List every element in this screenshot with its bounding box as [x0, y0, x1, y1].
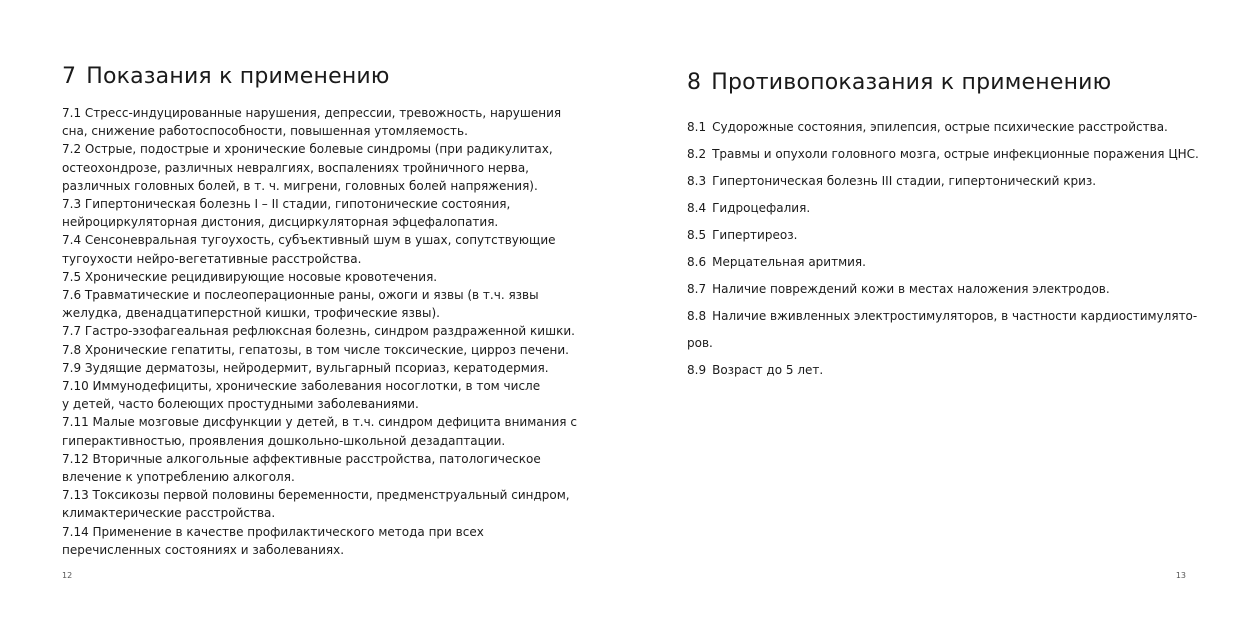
item-text: Гипертиреоз.	[712, 228, 798, 242]
section-number: 8	[687, 70, 702, 95]
contraindications-list	[687, 114, 1217, 384]
indication-item: 7.5 Хронические рецидивирующие носовые кровотечения.	[62, 269, 438, 284]
indication-item: 7.7 Гастро-эзофагеальная рефлюксная болезнь, синдром раздраженной кишки.	[62, 324, 575, 339]
contraindication-item	[687, 114, 1217, 141]
item-text: Наличие вживленных электростимуляторов, в частности кардиостимулято- ров.	[687, 309, 1198, 350]
contraindication-item	[687, 222, 1217, 249]
item-text: Гипертоническая болезнь III стадии, гипертонический криз.	[712, 174, 1097, 188]
contraindication-item	[687, 249, 1217, 276]
item-number: 8.1	[687, 120, 707, 134]
indication-item: 7.8 Хронические гепатиты, гепатозы, в том числе токсические, цирроз печени.	[62, 342, 569, 357]
indication-item: 7.3 Гипертоническая болезнь I – II стадии, гипотонические состояния, нейроциркуляторная дистония, дисциркуляторная эфцефалопатия.	[62, 197, 511, 230]
item-number: 8.6	[687, 255, 707, 269]
indications-list	[62, 104, 582, 559]
section-8-heading	[687, 70, 1111, 95]
indication-item: 7.9 Зудящие дерматозы, нейродермит, вульгарный псориаз, кератодермия.	[62, 360, 549, 375]
item-number: 8.3	[687, 174, 707, 188]
contraindication-item	[687, 276, 1217, 303]
page-number: 12	[62, 571, 73, 580]
indication-item: 7.4 Сенсоневральная тугоухость, субъективный шум в ушах, сопутствующие тугоухости нейро-вегетативные расстройства.	[62, 233, 556, 266]
right-page	[624, 0, 1248, 624]
page-number: 13	[1175, 571, 1186, 580]
item-number: 8.2	[687, 147, 707, 161]
section-number: 7	[62, 64, 77, 89]
item-number: 8.8	[687, 309, 707, 323]
item-number: 8.9	[687, 363, 707, 377]
contraindication-item	[687, 357, 1217, 384]
contraindication-item	[687, 168, 1217, 195]
indication-item: 7.6 Травматические и послеоперационные раны, ожоги и язвы (в т.ч. язвы желудка, двенадцатиперстной кишки, трофические язвы).	[62, 288, 539, 321]
indication-item: 7.14 Применение в качестве профилактического метода при всех перечисленных состояниях и заболеваниях.	[62, 524, 484, 557]
section-title: Противопоказания к применению	[711, 70, 1112, 95]
indication-item: 7.10 Иммунодефициты, хронические заболевания носоглотки, в том числе у детей, часто болеющих простудными заболеваниями.	[62, 379, 541, 412]
indication-item: 7.2 Острые, подострые и хронические болевые синдромы (при радикулитах, остеохондрозе, различных невралгиях, воспалениях тройничного нерва, различных головных болей, в т. ч. мигрени, головных болей напряжения).	[62, 142, 553, 193]
item-text: Возраст до 5 лет.	[712, 363, 824, 377]
indication-item: 7.1 Стресс-индуцированные нарушения, депрессии, тревожность, нарушения сна, снижение работоспособности, повышенная утомляемость.	[62, 106, 562, 139]
item-text: Травмы и опухоли головного мозга, острые инфекционные поражения ЦНС.	[712, 147, 1199, 161]
item-number: 8.5	[687, 228, 707, 242]
indication-item: 7.11 Малые мозговые дисфункции у детей, в т.ч. синдром дефицита внимания с гиперактивностью, проявления дошкольно-школьной дезадаптации.	[62, 415, 577, 448]
item-text: Гидроцефалия.	[712, 201, 811, 215]
section-7-heading	[62, 64, 390, 89]
item-number: 8.4	[687, 201, 707, 215]
indication-item: 7.13 Токсикозы первой половины беременности, предменструальный синдром, климактерические расстройства.	[62, 488, 570, 521]
section-title: Показания к применению	[86, 64, 390, 89]
contraindication-item	[687, 195, 1217, 222]
contraindication-item	[687, 303, 1217, 357]
contraindication-item	[687, 141, 1217, 168]
indication-item: 7.12 Вторичные алкогольные аффективные расстройства, патологическое влечение к употреблению алкоголя.	[62, 451, 541, 485]
item-number: 8.7	[687, 282, 707, 296]
item-text: Мерцательная аритмия.	[712, 255, 866, 269]
item-text: Судорожные состояния, эпилепсия, острые психические расстройства.	[712, 120, 1168, 134]
item-text: Наличие повреждений кожи в местах наложения электродов.	[712, 282, 1110, 296]
